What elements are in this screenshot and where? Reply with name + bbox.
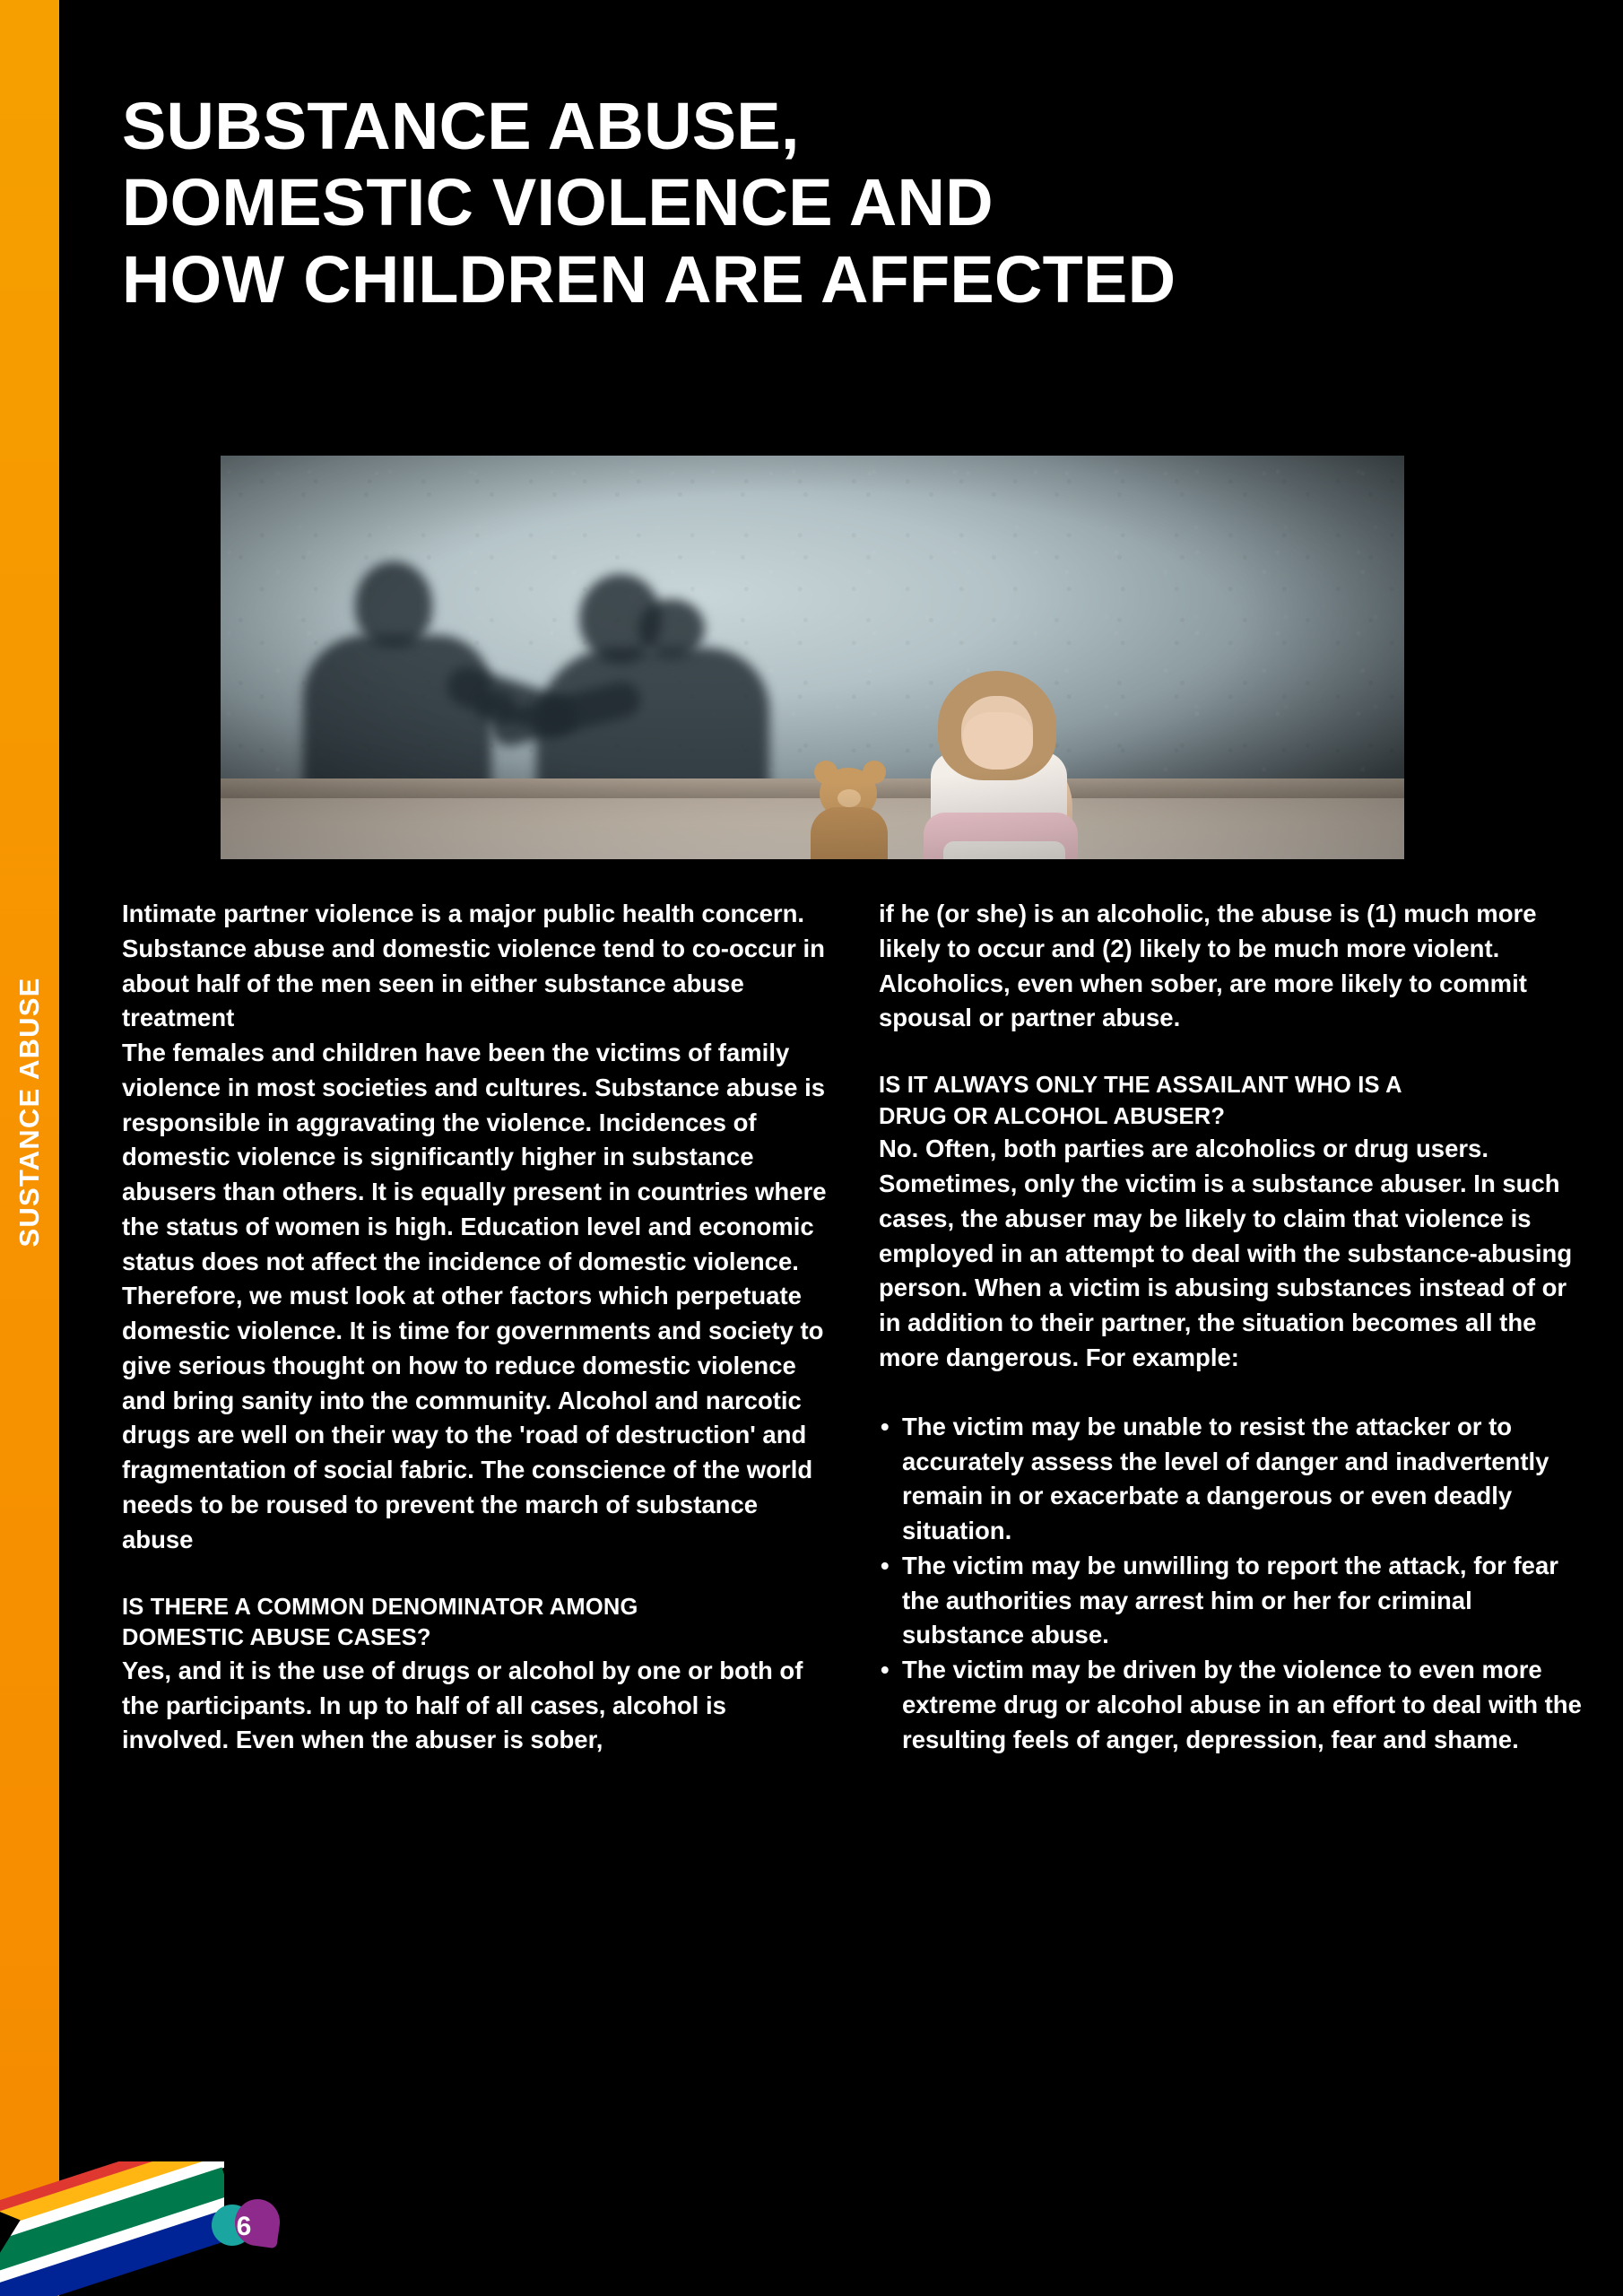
- right-paragraph-2: No. Often, both parties are alcoholics or drug users. Sometimes, only the victim is a substance abuser. In such cases, the abuser may be likely to claim that violence is employed in an attempt to deal with the substance-abusing person. When a victim is abusing substances instead of or in addition to their partner, the situation becomes all the more dangerous. For example:: [879, 1135, 1573, 1371]
- left-heading-1: [122, 1592, 827, 1654]
- column-right: [879, 897, 1584, 1758]
- left-paragraph-1: Intimate partner violence is a major public health concern. Substance abuse and domestic violence tend to co-occur in about half of the men seen in either substance abuse treatment: [122, 900, 825, 1032]
- page-title-line-1: SUBSTANCE ABUSE,: [122, 88, 800, 163]
- page-number-badge: [212, 2199, 287, 2255]
- spine-section-label-text: SUSTANCE ABUSE: [13, 977, 45, 1248]
- article-columns: [122, 897, 1584, 1758]
- left-heading-1-line-1: IS THERE A COMMON DENOMINATOR AMONG: [122, 1594, 638, 1620]
- left-paragraph-2: The females and children have been the victims of family violence in most societies and cultures. Substance abuse is responsible in aggravating the violence. Incidences of domestic violence is significantly higher in substance abusers than others. It is equally present in countries where the status of women is high. Education level and economic status does not affect the incidence of domestic violence. Therefore, we must look at other factors which perpetuate domestic violence. It is time for governments and society to give serious thought on how to reduce domestic violence and bring sanity into the community. Alcohol and narcotic drugs are well on their way to the 'road of destruction' and fragmentation of social fabric. The conscience of the world needs to be roused to prevent the march of substance abuse: [122, 1039, 827, 1553]
- right-heading-1: [879, 1070, 1584, 1132]
- list-item: • The victim may be driven by the violence to even more extreme drug or alcohol abuse in an effort to deal with the resulting feels of anger, depression, fear and shame.: [879, 1653, 1584, 1757]
- page-title: [122, 88, 1584, 318]
- page-title-line-2: DOMESTIC VIOLENCE AND: [122, 165, 994, 240]
- south-africa-flag-graphic: [0, 2161, 224, 2296]
- right-heading-1-line-1: IS IT ALWAYS ONLY THE ASSAILANT WHO IS A: [879, 1073, 1402, 1099]
- page-number: 6: [236, 2212, 252, 2241]
- list-item: • The victim may be unwilling to report the attack, for fear the authorities may arrest him or her for criminal substance abuse.: [879, 1549, 1584, 1653]
- column-left: [122, 897, 827, 1758]
- right-paragraph-1: if he (or she) is an alcoholic, the abuse is (1) much more likely to occur and (2) likely to be much more violent. Alcoholics, even when sober, are more likely to commit spousal or partner abuse.: [879, 900, 1537, 1032]
- left-paragraph-3: Yes, and it is the use of drugs or alcohol by one or both of the participants. In up to half of all cases, alcohol is involved. Even when the abuser is sober,: [122, 1656, 803, 1754]
- right-bullet-list: [879, 1410, 1584, 1758]
- spine-section-label: [0, 0, 59, 2296]
- hero-vignette: [221, 456, 1404, 859]
- page-title-line-3: HOW CHILDREN ARE AFFECTED: [122, 242, 1176, 317]
- left-heading-1-line-2: DOMESTIC ABUSE CASES?: [122, 1625, 431, 1651]
- right-heading-1-line-2: DRUG OR ALCOHOL ABUSER?: [879, 1103, 1226, 1129]
- list-item: • The victim may be unable to resist the attacker or to accurately assess the level of danger and inadvertently remain in or exacerbate a dangerous or even deadly situation.: [879, 1410, 1584, 1549]
- page-content: [59, 0, 1623, 2296]
- hero-image: [221, 456, 1404, 859]
